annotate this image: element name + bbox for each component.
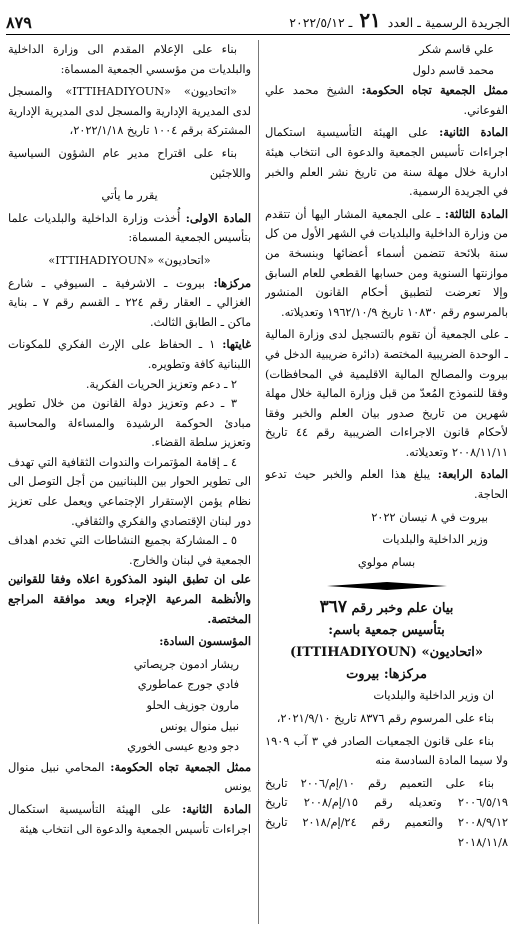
gazette-name: الجريدة الرسمية ـ العدد: [387, 15, 510, 30]
legal-basis: بناء على قانون الجمعيات الصادر في ٣ آب ١٩٠٩ ولا سيما المادة السادسة منه: [265, 734, 508, 768]
page-header: [6, 6, 510, 35]
member-name: محمد قاسم دلول: [412, 63, 494, 77]
article-2: [265, 123, 508, 201]
signature-title: وزير الداخلية والبلديات: [382, 533, 488, 547]
article-label: المادة الثانية:: [182, 801, 251, 816]
goal-item: ٣ ـ دعم وتعزيز دولة القانون من خلال تطوير مبادئ الحوكمة الرشيدة والمساءلة والمحاسبة وتعزيز سلطة القضاء.: [8, 397, 251, 450]
legal-basis: «اتحاديون» «ITTIHADIYOUN» والمسجل لدى المديرية الإدارية والمسجل لدى المديرية الإدارية المشتركة برقم ١٠٠٤ تاريخ ٢٠٢٢/١/١٨،: [8, 85, 251, 138]
headquarters: [8, 274, 251, 333]
member-name: علي قاسم شكر: [419, 43, 494, 56]
goals-list: [8, 335, 251, 570]
notice-number: ٣٦٧: [319, 597, 347, 618]
right-column: [265, 40, 508, 926]
founder-name: فادي جورج عماطوري: [137, 678, 239, 692]
article-label: المادة الثانية:: [439, 125, 508, 140]
article-3: [265, 205, 508, 323]
article-1: [8, 209, 251, 248]
article-label: المادة الثالثة:: [444, 206, 508, 221]
founder-name: ريشار ادمون جريصاتي: [133, 657, 239, 671]
article-text: ـ على الجمعية المشار اليها أن تتقدم من وزارة الداخلية والبلديات في الشهر الأول من كل سنة بلائحة تتضمن أسماء أعضائها وبنسخة من موازنتها السنوية ومن حسابها القطعي للعام السابق وإلا تعرضت لتطبيق أحكام القانون المنشور بالمرسوم رقم ١٠٨٣٠ تاريخ ١٩٦٢/١٠/٩ وتعديلاته.: [265, 207, 508, 319]
government-representative: [265, 81, 508, 120]
founder-name: نبيل منوال يونس: [160, 719, 239, 733]
article-text: على الهيئة التأسيسية استكمال اجراءات تأسيس الجمعية والدعوة الى انتخاب هيئة ادارية خلال مهلة سنة من تاريخ نشر العلم والخبر في الجريدة الرسمية.: [265, 126, 508, 199]
hq-text: بيروت ـ الاشرفية ـ السيوفي ـ شارع الغزالي ـ العقار رقم ٢٢٤ ـ القسم رقم ٧ ـ بناية ماكن ـ الطابق الثالث.: [8, 276, 251, 329]
legal-basis: بناء على المرسوم رقم ٨٣٧٦ تاريخ ٢٠٢١/٩/١٠،: [276, 712, 494, 726]
founder-name: مارون جوزيف الحلو: [146, 699, 239, 712]
signature-name: بسام مولوي: [357, 555, 416, 569]
gov-rep-label: ممثل الجمعية تجاه الحكومة:: [361, 83, 508, 98]
founders-heading: المؤسسون السادة:: [159, 634, 251, 649]
legal-basis: بناء على التعميم رقم ١٠/إم/٢٠٠٦ تاريخ ٢٠٠٦/٥/١٩ وتعديله رقم ١٥/إم/٢٠٠٨ تاريخ ٢٠٠٨/٩/١٢ والتعميم رقم ٢٤/إم/٢٠١٨ تاريخ ٢٠١٨/١١/٨: [265, 776, 508, 849]
article-2: [8, 800, 251, 839]
article-text: على الهيئة التأسيسية استكمال اجراءات تأسيس الجمعية والدعوة الى انتخاب هيئة: [8, 802, 251, 836]
goal-item: ٢ ـ دعم وتعزيز الحريات الفكرية.: [85, 377, 237, 391]
section-separator: [265, 582, 508, 590]
issue-date: ـ ٢٠٢٢/٥/١٢: [289, 15, 353, 30]
left-column: [8, 40, 251, 926]
goal-item: ٤ ـ إقامة المؤتمرات والندوات الثقافية التي تهدف الى تطوير الحوار بين اللبنانيين من أجل التوصل الى نظام يؤمن الإستقرار الإجتماعي ويعمل على تعزيز دور لبنان الإقتصادي والفكري والثقافي.: [8, 455, 251, 528]
header-title: [289, 8, 510, 32]
article-text: يبلغ هذا العلم والخبر حيث تدعو الحاجة.: [265, 468, 508, 502]
legal-basis: بناء على اقتراح مدير عام الشؤون السياسية واللاجئين: [8, 146, 251, 180]
association-name: «اتحاديون» (ITTIHADIYOUN): [290, 645, 483, 661]
article-3-tax: ـ على الجمعية أن تقوم بالتسجيل لدى وزارة المالية ـ الوحدة الضريبية المختصة (دائرة ضريبية الدخل في بيروت والمصالح المالية الاقليمية في المحافظات) وفقا للنموذج المُعدّ من قبل وزارة المالية خلال مهلة شهرين من تاريخ صدور بيان العلم والخبر وفقا لأحكام قانون الاجراءات الضريبية رقم ٤٤ تاريخ ٢٠٠٨/١١/١١ وتعديلاته.: [265, 328, 508, 459]
article-4: [265, 465, 508, 504]
issue-number: ٢١: [359, 8, 381, 32]
compliance-clause: على ان تطبق البنود المذكورة اعلاه وفقا للقوانين والأنظمة المرعية الإجراء وبعد موافقة المراجع المختصة.: [8, 572, 251, 626]
notice-subtitle: بتأسيس جمعية باسم:: [328, 623, 445, 639]
separator-ornament: [327, 582, 447, 590]
notice-title: [265, 596, 508, 620]
intro-line: ان وزير الداخلية والبلديات: [373, 689, 494, 703]
gov-rep-value: الشيخ محمد علي الفوعاني.: [265, 84, 508, 117]
article-label: المادة الرابعة:: [437, 467, 508, 482]
column-divider: [258, 40, 259, 924]
article-text: أُخذت وزارة الداخلية والبلديات علما بتأسيس الجمعية المسماة:: [8, 211, 251, 245]
gov-rep-value: المحامي نبيل منوال يونس: [8, 760, 251, 794]
goals-label: غايتها:: [222, 337, 251, 352]
signature-date: بيروت في ٨ نيسان ٢٠٢٢: [371, 510, 488, 524]
association-name: «اتحاديون» «ITTIHADIYOUN»: [48, 253, 211, 267]
goal-text: ١ ـ الحفاظ على الإرث الفكري للمكونات اللبنانية كافة وتطويره.: [8, 338, 251, 371]
hq-label: مركزها:: [213, 275, 251, 290]
government-representative: [8, 758, 251, 797]
founder-name: دجو وديع عيسى الخوري: [127, 740, 239, 754]
association-hq: مركزها: بيروت: [346, 667, 427, 683]
goal-item: ٥ ـ المشاركة بجميع النشاطات التي تخدم اهداف الجمعية في لبنان والخارج.: [8, 534, 251, 567]
goal-item: [8, 335, 251, 374]
gov-rep-label: ممثل الجمعية تجاه الحكومة:: [110, 759, 251, 774]
decision-heading: يقرر ما يأتي: [101, 189, 158, 203]
article-label: المادة الاولى:: [185, 210, 251, 225]
legal-basis: بناء على الإعلام المقدم الى وزارة الداخلية والبلديات من مؤسسي الجمعية المسماة:: [8, 43, 251, 76]
page-number: ٨٧٩: [6, 13, 32, 32]
title-text: بيان علم وخبر رقم: [351, 601, 454, 617]
